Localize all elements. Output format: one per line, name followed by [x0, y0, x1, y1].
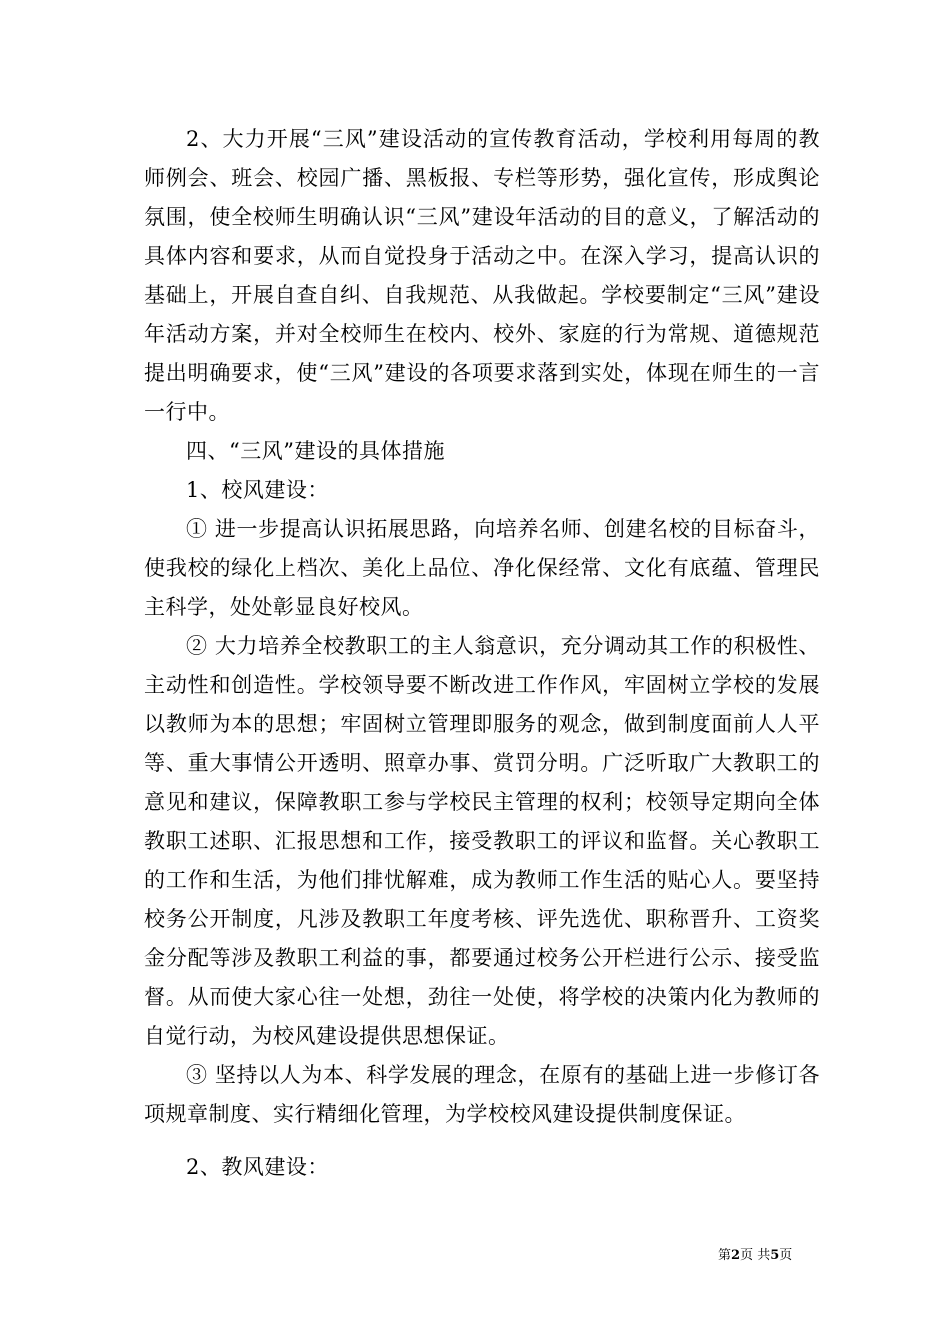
total-pages-number: 5	[770, 1248, 780, 1263]
footer-prefix: 第	[718, 1248, 732, 1263]
section-heading-measures: 四、“三风”建设的具体措施	[186, 439, 445, 463]
document-body	[144, 120, 820, 1187]
page-number-footer	[718, 1248, 792, 1264]
paragraph-item-1: ① 进一步提高认识拓展思路，向培养名师、创建名校的目标奋斗，使我校的绿化上档次、美化上品位、净化保经常、文化有底蕴、管理民主科学，处处彰显良好校风。	[144, 517, 820, 619]
paragraph-item-2: ② 大力培养全校教职工的主人翁意识，充分调动其工作的积极性、主动性和创造性。学校领导要不断改进工作作风，牢固树立学校的发展以教师为本的思想；牢固树立管理即服务的观念，做到制度面前人人平等、重大事情公开透明、照章办事、赏罚分明。广泛听取广大教职工的意见和建议，保障教职工参与学校民主管理的权利；校领导定期向全体教职工述职、汇报思想和工作，接受教职工的评议和监督。关心教职工的工作和生活，为他们排忧解难，成为教师工作生活的贴心人。要坚持校务公开制度，凡涉及教职工年度考核、评先选优、职称晋升、工资奖金分配等涉及教职工利益的事，都要通过校务公开栏进行公示、接受监督。从而使大家心往一处想，劲往一处使，将学校的决策内化为教师的自觉行动，为校风建设提供思想保证。	[144, 634, 820, 1048]
footer-middle: 页 共	[740, 1248, 771, 1263]
current-page-number: 2	[731, 1248, 741, 1263]
paragraph-publicity: 2、大力开展“三风”建设活动的宣传教育活动，学校利用每周的教师例会、班会、校园广播、黑板报、专栏等形势，强化宣传，形成舆论氛围，使全校师生明确认识“三风”建设年活动的目的意义，了解活动的具体内容和要求，从而自觉投身于活动之中。在深入学习，提高认识的基础上，开展自查自纠、自我规范、从我做起。学校要制定“三风”建设年活动方案，并对全校师生在校内、校外、家庭的行为常规、道德规范提出明确要求，使“三风”建设的各项要求落到实处，体现在师生的一言一行中。	[144, 127, 820, 424]
footer-suffix: 页	[779, 1248, 793, 1263]
paragraph-item-3: ③ 坚持以人为本、科学发展的理念，在原有的基础上进一步修订各项规章制度、实行精细化管理，为学校校风建设提供制度保证。	[144, 1063, 820, 1126]
subheading-teaching-spirit: 2、教风建设：	[186, 1155, 329, 1179]
subheading-school-spirit: 1、校风建设：	[186, 478, 329, 502]
